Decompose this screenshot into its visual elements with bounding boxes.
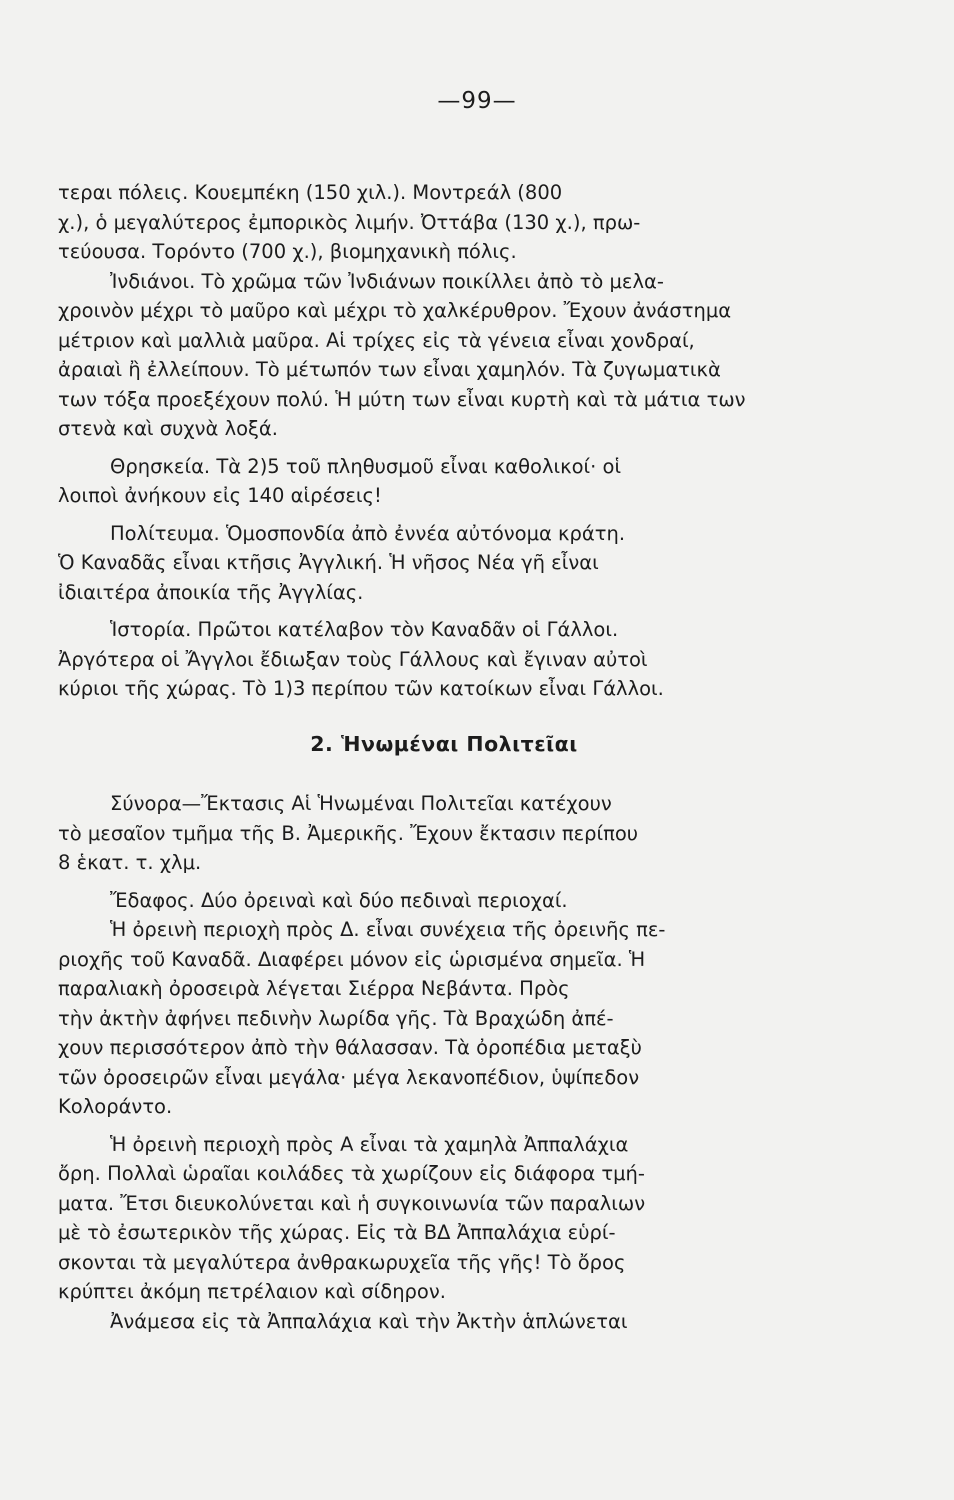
text-line: 8 ἑκατ. τ. χλμ. — [58, 851, 202, 874]
body-text — [58, 178, 830, 1336]
text-line: τὸ μεσαῖον τμῆμα τῆς Β. Ἀμερικῆς. Ἔχουν ἔκτασιν περίπου — [58, 821, 639, 845]
text-line: χουν περισσότερον ἀπὸ τὴν θάλασσαν. Τὰ ὀροπέδια μεταξὺ — [58, 1036, 642, 1059]
text-line: Πολίτευμα. Ὁμοσπονδία ἀπὸ ἐννέα αὐτόνομα κράτη. — [110, 521, 626, 545]
text-line: λοιποὶ ἀνήκουν εἰς 140 αἱρέσεις! — [58, 484, 382, 507]
text-line: Ἀργότερα οἱ Ἄγγλοι ἔδιωξαν τοὺς Γάλλους καὶ ἔγιναν αὐτοὶ — [58, 647, 648, 671]
text-line: Ἔδαφος. Δύο ὀρειναὶ καὶ δύο πεδιναὶ περιοχαί. — [110, 888, 568, 912]
text-line: χ.), ὁ μεγαλύτερος ἐμπορικὸς λιμήν. Ὀττάβα (130 χ.), πρω- — [58, 210, 641, 234]
text-line: Ἡ ὀρεινὴ περιοχὴ πρὸς Α εἶναι τὰ χαμηλὰ Ἀππαλάχια — [110, 1132, 629, 1156]
text-line: Ἡ ὀρεινὴ περιοχὴ πρὸς Δ. εἶναι συνέχεια τῆς ὀρεινῆς πε- — [110, 918, 666, 941]
text-line: Θρησκεία. Τὰ 2)5 τοῦ πληθυσμοῦ εἶναι καθολικοί· οἱ — [110, 454, 622, 478]
text-line: ἰδιαιτέρα ἀποικία τῆς Ἀγγλίας. — [58, 580, 364, 604]
text-line: στενὰ καὶ συχνὰ λοξά. — [58, 417, 278, 440]
text-line: ριοχῆς τοῦ Καναδᾶ. Διαφέρει μόνον εἰς ὡρισμένα σημεῖα. Ἡ — [58, 947, 646, 971]
text-line: των τόξα προεξέχουν πολύ. Ἡ μύτη των εἶναι κυρτὴ καὶ τὰ μάτια των — [58, 387, 746, 411]
text-line: τὴν ἀκτὴν ἀφήνει πεδινὴν λωρίδα γῆς. Τὰ Βραχώδη ἀπέ- — [58, 1006, 614, 1030]
text-line: Κολοράντο. — [58, 1095, 173, 1118]
text-line: ἀραιαὶ ἢ ἐλλείπουν. Τὸ μέτωπόν των εἶναι χαμηλόν. Τὰ ζυγωματικὰ — [58, 358, 721, 381]
text-line: χροινὸν μέχρι τὸ μαῦρο καὶ μέχρι τὸ χαλκέρυθρον. Ἔχουν ἀνάστημα — [58, 299, 732, 322]
page-number: —99— — [437, 88, 517, 114]
text-line: Σύνορα—Ἔκτασις Αἱ Ἡνωμέναι Πολιτεῖαι κατέχουν — [110, 792, 612, 815]
text-line: κρύπτει ἀκόμη πετρέλαιον καὶ σίδηρον. — [58, 1280, 446, 1303]
text-line: τεύουσα. Τορόντο (700 χ.), βιομηχανικὴ πόλις. — [58, 240, 517, 263]
text-line: παραλιακὴ ὀροσειρὰ λέγεται Σιέρρα Νεβάντα. Πρὸς — [58, 977, 570, 1000]
text-line: Ἱστορία. Πρῶτοι κατέλαβον τὸν Καναδᾶν οἱ Γάλλοι. — [110, 618, 619, 641]
text-line: μὲ τὸ ἐσωτερικὸν τῆς χώρας. Εἰς τὰ ΒΔ Ἀππαλάχια εὑρί- — [58, 1221, 616, 1244]
text-line: ὄρη. Πολλαὶ ὡραῖαι κοιλάδες τὰ χωρίζουν εἰς διάφορα τμή- — [58, 1162, 645, 1185]
text-line: κύριοι τῆς χώρας. Τὸ 1)3 περίπου τῶν κατοίκων εἶναι Γάλλοι. — [58, 677, 664, 700]
text-line: Ὁ Καναδᾶς εἶναι κτῆσις Ἀγγλική. Ἡ νῆσος Νέα γῆ εἶναι — [58, 551, 599, 574]
text-line: ματα. Ἔτσι διευκολύνεται καὶ ἡ συγκοινωνία τῶν παραλιων — [58, 1191, 646, 1215]
text-line: Ἀνάμεσα εἰς τὰ Ἀππαλάχια καὶ τὴν Ἀκτὴν ἁπλώνεται — [110, 1309, 628, 1333]
text-line: μέτριον καὶ μαλλιὰ μαῦρα. Αἱ τρίχες εἰς τὰ γένεια εἶναι χονδραί, — [58, 328, 695, 352]
text-line: Ἰνδιάνοι. Τὸ χρῶμα τῶν Ἰνδιάνων ποικίλλει ἀπὸ τὸ μελα- — [110, 269, 664, 293]
text-line: τεραι πόλεις. Κουεμπέκη (150 χιλ.). Μοντρεάλ (800 — [58, 181, 563, 204]
section-title: 2. Ἡνωμέναι Πολιτεῖαι — [310, 731, 578, 756]
text-line: σκονται τὰ μεγαλύτερα ἀνθρακωρυχεῖα τῆς γῆς! Τὸ ὄρος — [58, 1250, 626, 1274]
text-line: τῶν ὀροσειρῶν εἶναι μεγάλα· μέγα λεκανοπέδιον, ὑψίπεδον — [58, 1065, 640, 1089]
